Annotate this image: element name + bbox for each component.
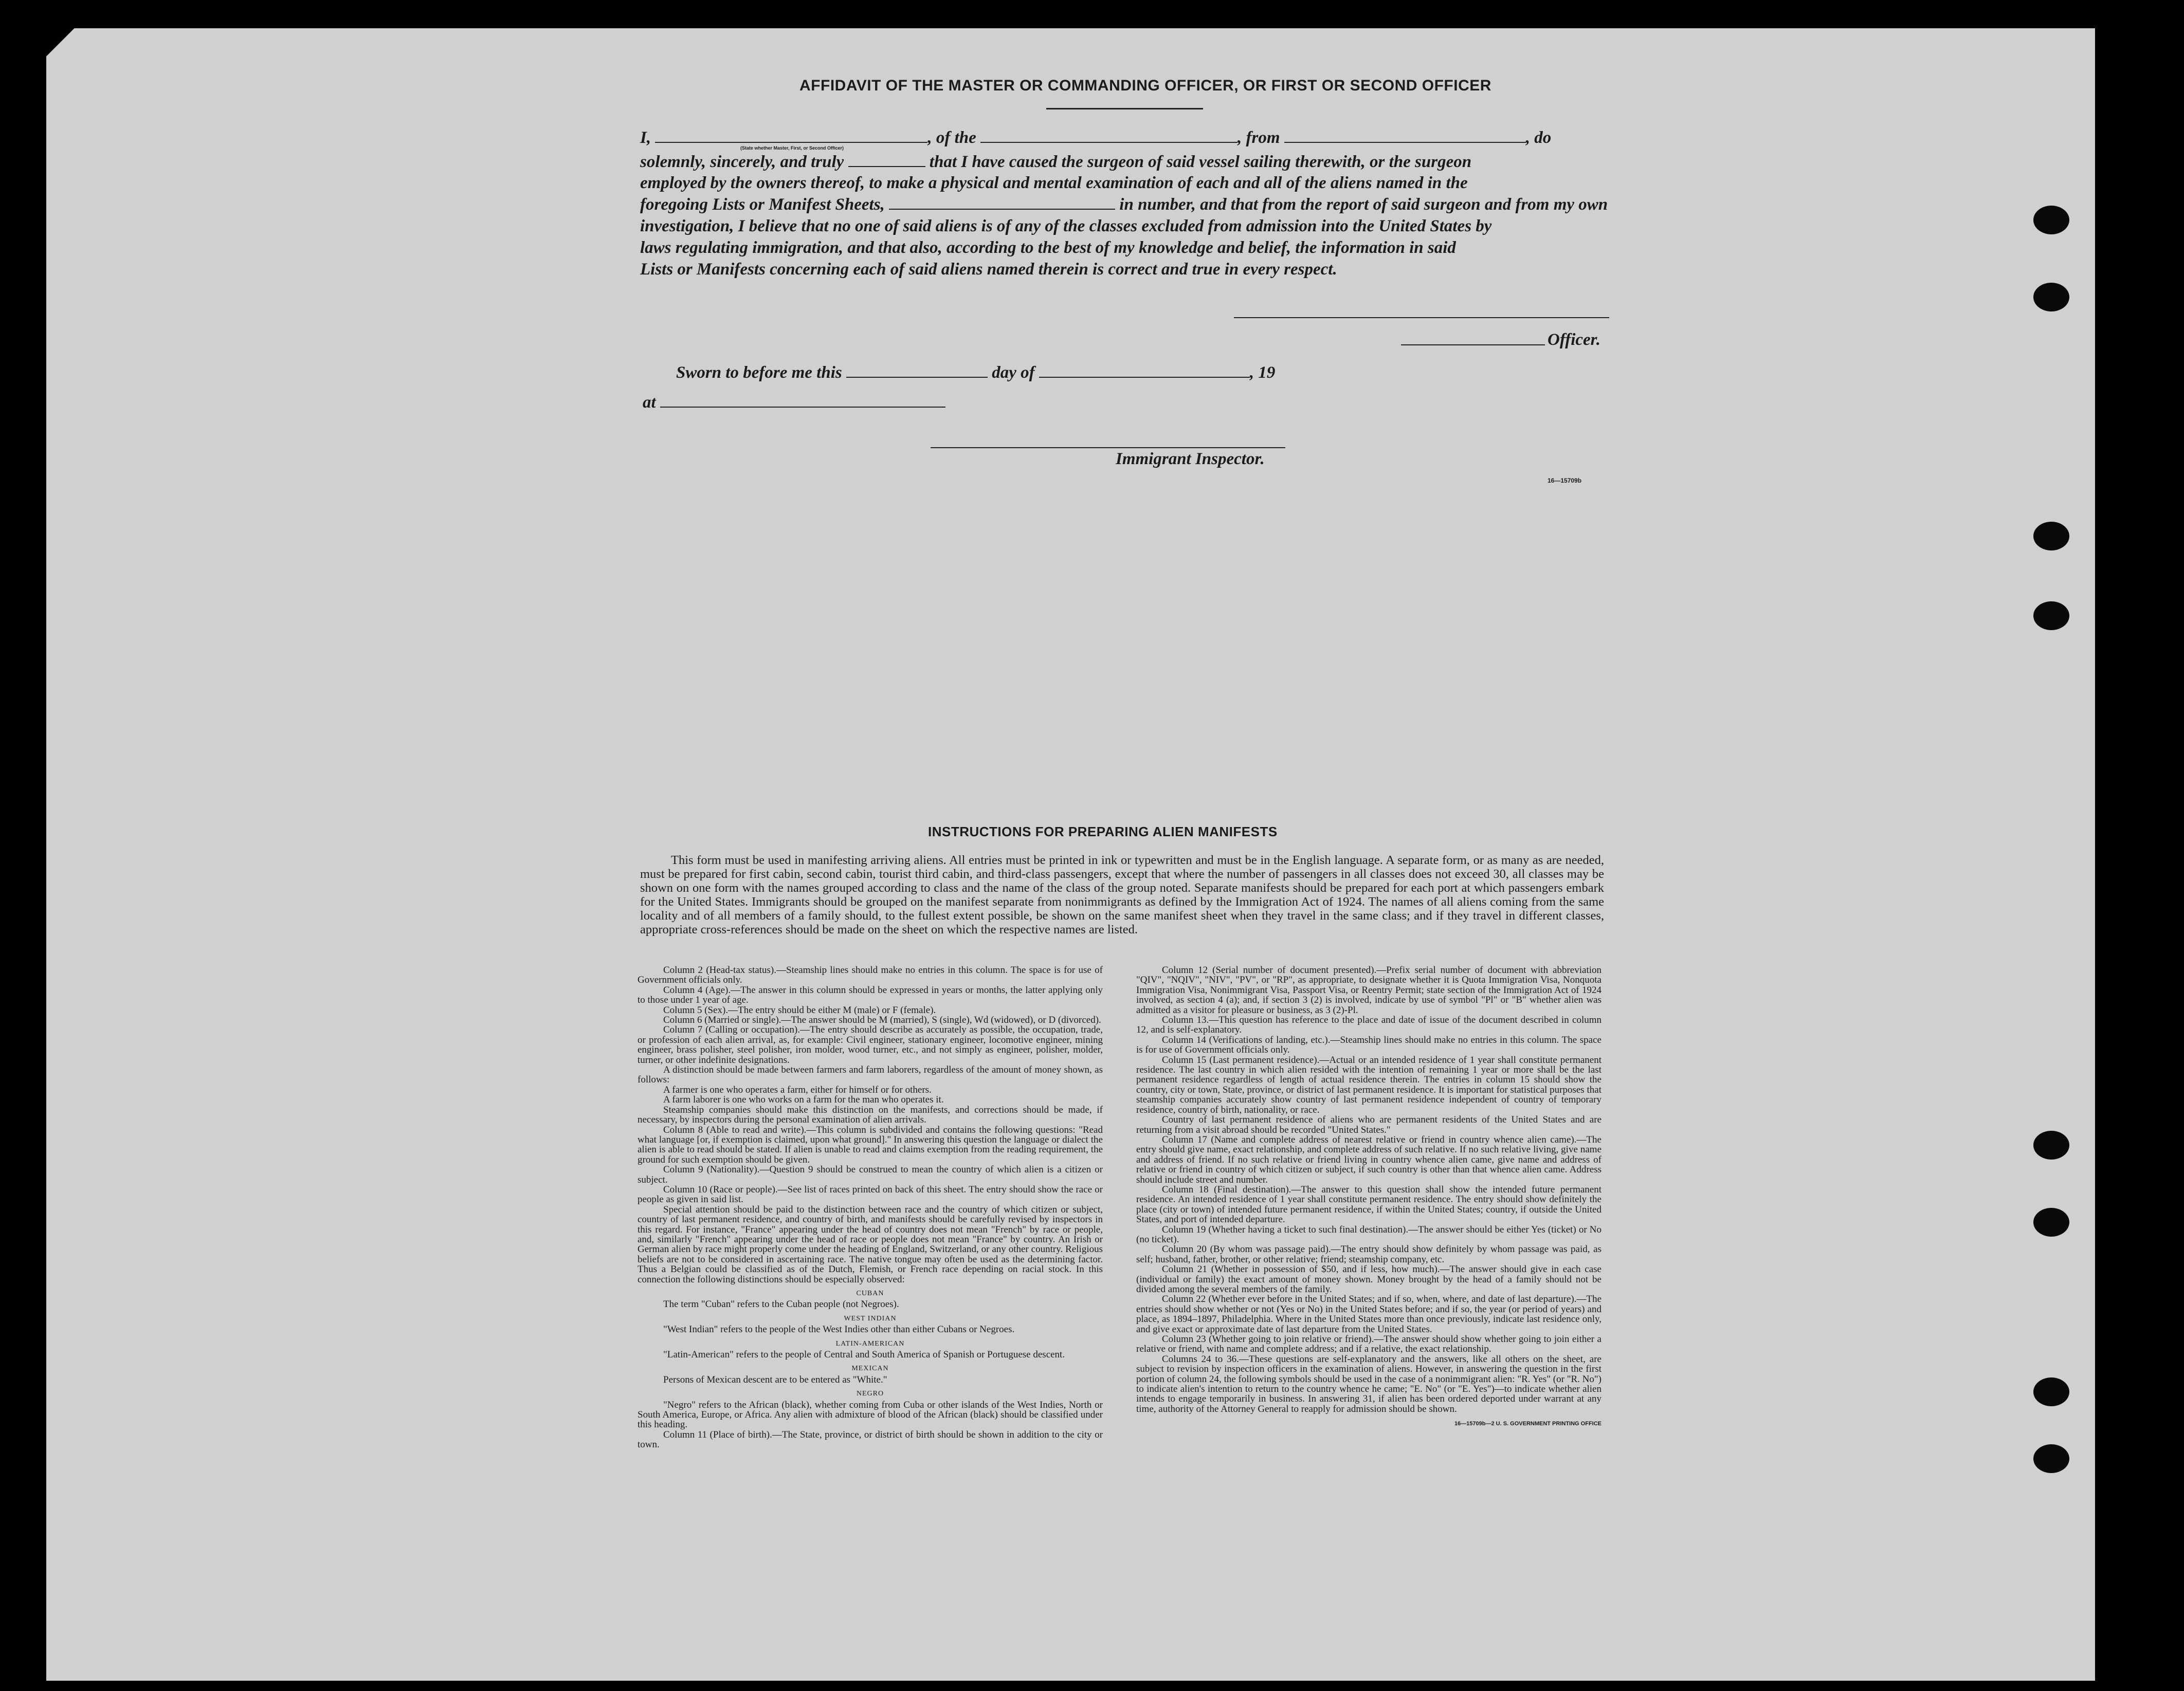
inspector-signature-line[interactable] [931,447,1285,448]
punch-hole-7 [2033,1377,2069,1406]
heading-cuban: CUBAN [856,1290,884,1297]
left-para-12: Special attention should be paid to the distinction between race and the country of which citizen or subject, country of last permanent residence, and country of birth, and manifests should be carefully revised by inspectors in this regard. For instance, "France" appearing under the head of country does not mean "French" by race or people, and, similarly "French" appearing under the head of race or people does not mean "France" by country. An Irish or German alien by race might properly come under the heading of England, Switzerland, or any other country. Religious beliefs are not to be considered in ascertaining race. The native tongue may often be used as the determining factor. Thus a Belgian could be classified as of the Dutch, Flemish, or French race depending on racial stock. In this connection the following distinctions should be especially observed: [638,1204,1103,1285]
day-of-label: day of [992,363,1035,382]
column-11-text: Column 11 (Place of birth).—The State, province, or district of birth should be shown in addition to the city or town. [638,1429,1103,1450]
affidavit-line-3: employed by the owners thereof, to make a physical and mental examination of each and all of the aliens named in the [640,174,1468,192]
left-para-5: A distinction should be made between farmers and farm laborers, regardless of the amount of money shown, as follows: [638,1064,1103,1086]
sworn-label: Sworn to before me this [676,363,842,382]
latin-american-text: "Latin-American" refers to the people of Central and South America of Spanish or Portuguese descent. [663,1349,1065,1361]
left-para-1: Column 4 (Age).—The answer in this column should be expressed in years or months, the latter applying only to those under 1 year of age. [638,984,1103,1006]
left-para-3: Column 6 (Married or single).—The answer should be M (married), S (single), Wd (widowed), or D (divorced). [663,1015,1101,1026]
do-label: , do [1525,128,1552,147]
right-para-0: Column 12 (Serial number of document presented).—Prefix serial number of document with abbreviation "QIV", "NQIV", "NIV", "PV", or "RP", as appropriate, to designate whether it is Quota Immigration Visa, Nonquota Immigration Visa, Nonimmigrant Visa, Passport Visa, or Reentry Permit; state section of the Immigration Act of 1924 involved, as section 4 (a); and, if section 3 (2) is involved, indicate by use of symbol "Pl" or "B" whether alien was admitted as a visitor for pleasure or business, as 3 (2)-Pl. [1136,965,1601,1016]
sworn-day-field[interactable] [846,363,988,378]
heading-latin-american: LATIN-AMERICAN [835,1339,905,1348]
affidavit-line-5: investigation, I believe that no one of said aliens is of any of the classes excluded from admission into the United States by [640,217,1492,235]
at-line [643,393,945,412]
west-indian-text: "West Indian" refers to the people of the West Indies other than either Cubans or Negroes. [663,1324,1015,1335]
left-para-2: Column 5 (Sex).—The entry should be either M (male) or F (female). [663,1004,936,1016]
officer-label: Officer. [1548,330,1600,349]
right-para-1: Column 13.—This question has reference to the place and date of issue of the document described in column 12, and is self-explanatory. [1136,1015,1601,1036]
from-label: , from [1237,128,1280,147]
affidavit-title: AFFIDAVIT OF THE MASTER OR COMMANDING OFFICER, OR FIRST OR SECOND OFFICER [799,77,1491,94]
number-field[interactable] [889,195,1115,210]
line2-start: solemnly, sincerely, and truly [640,153,844,171]
right-para-2: Column 14 (Verifications of landing, etc.).—Steamship lines should make no entries in this column. The space is for use of Government officials only. [1136,1034,1601,1056]
right-para-7: Column 19 (Whether having a ticket to such final destination).—The answer should be either Yes (ticket) or No (no ticket). [1136,1224,1601,1245]
i-label: I, [640,128,651,147]
right-para-10: Column 22 (Whether ever before in the United States; and if so, when, where, and date of last departure).—The entries should show whether or not (Yes or No) in the United States before; and if so, the year (or period of years) and place, as 1894–1897, Philadelphia. Where in the United States more than once previously, indicate last residence only, and give exact or approximate date of last departure from the United States. [1136,1294,1601,1335]
affidavit-line-6: laws regulating immigration, and that also, according to the best of my knowledge and belief, the information in said [640,238,1456,257]
right-para-9: Column 21 (Whether in possession of $50, and if less, how much).—The answer should give in each case (individual or family) the exact amount of money shown. Money brought by the head of a family should not be divided among the several members of the family. [1136,1264,1601,1295]
heading-west-indian: WEST INDIAN [844,1314,897,1322]
right-para-8: Column 20 (By whom was passage paid).—The entry should show definitely by whom passage was paid, as self; husband, father, brother, or other relative; friend; steamship company, etc. [1136,1244,1601,1265]
instructions-intro [640,853,1604,936]
line2-end: that I have caused the surgeon of said vessel sailing therewith, or the surgeon [929,153,1472,171]
punch-hole-6 [2033,1208,2069,1237]
left-para-10: Column 9 (Nationality).—Question 9 should be construed to mean the country of which alien is a citizen or subject. [638,1164,1103,1185]
right-para-6: Column 18 (Final destination).—The answer to this question shall show the intended future permanent residence. An intended residence of 1 year shall constitute permanent residence. The entry should show definitely the place (city or town) of intended future permanent residence, if within the United States; country, if outside the United States, and port of intended departure. [1136,1184,1601,1225]
affidavit-line-4 [640,195,1608,214]
left-para-0: Column 2 (Head-tax status).—Steamship lines should make no entries in this column. The space is for use of Government officials only. [638,965,1103,986]
oath-field[interactable] [848,153,925,167]
port-from-field[interactable] [1284,128,1526,143]
heading-negro: NEGRO [856,1390,884,1398]
affidavit-line-7: Lists or Manifests concerning each of said aliens named therein is correct and true in every respect. [640,260,1337,279]
folded-corner [46,28,77,59]
punch-hole-1 [2033,206,2069,234]
mexican-text: Persons of Mexican descent are to be entered as "White." [663,1374,887,1385]
right-para-4: Country of last permanent residence of aliens who are permanent residents of the United States and are returning from a visit abroad should be recorded "United States." [1136,1114,1601,1135]
right-para-5: Column 17 (Name and complete address of nearest relative or friend in country whence alien came).—The entry should give name, exact relationship, and complete address of such relative. If no such relative living, give name and address of friend. If no such relative or friend living in country whence alien came, give name and address of relative or friend in country of which citizen or subject, if such country is other than that whence alien came. Address should include street and number. [1136,1134,1601,1185]
line4-start: foregoing Lists or Manifest Sheets, [640,195,885,214]
form-number: 16—15709b [1548,477,1582,484]
affidavit-line-1 [640,128,1551,148]
year-label: , 19 [1249,363,1276,382]
title-rule [1046,108,1203,109]
state-note: (State whether Master, First, or Second Officer) [740,145,844,151]
printing-office-footer: 16—15709b—2 U. S. GOVERNMENT PRINTING OFFICE [1454,1421,1601,1427]
right-para-12: Columns 24 to 36.—These questions are self-explanatory and the answers, like all others on the sheet, are subject to revision by inspection officers in the examination of aliens. However, in answering the question in the first portion of column 24, the following symbols should be used in the case of a nonimmigrant alien: "R. Yes" (or "R. No") to indicate alien's intention to return to the country whence he came; "E. No" (or "E. Yes")—to indicate whether alien intends to engage temporarily in business. In answering 31, if alien has been ordered deported under warrant at any time, authority of the Attorney General to reapply for admission should be shown. [1136,1353,1601,1414]
punch-hole-4 [2033,601,2069,630]
line4-end: in number, and that from the report of said surgeon and from my own [1119,195,1608,214]
left-para-9: Column 8 (Able to read and write).—This column is subdivided and contains the following questions: "Read what language [or, if exemption is claimed, upon what ground]." In answering this question the language or dialect the alien is able to read should be stated. If alien is unable to read and claims exemption from the reading requirement, the ground for such exemption should be given. [638,1124,1103,1165]
left-para-6: A farmer is one who operates a farm, either for himself or for others. [663,1084,932,1095]
right-column [1136,965,1601,1429]
of-the-label: , of the [927,128,976,147]
place-field[interactable] [660,393,945,408]
officer-rank-field[interactable] [655,128,927,143]
punch-hole-2 [2033,283,2069,311]
punch-hole-5 [2033,1131,2069,1160]
affidavit-line-2 [640,153,1471,172]
intro-text: This form must be used in manifesting arriving aliens. All entries must be printed in ink or typewritten and must be in the English language. A separate form, or as many as are needed, must be prepared for first cabin, second cabin, tourist third cabin, and third-class passengers, except that where the number of passengers in all classes does not exceed 30, all classes may be shown on one form with the names grouped according to class and the name of the class of the group noted. Separate manifests should be prepared for each port at which passengers embark for the United States. Immigrants should be grouped on the manifest separate from nonimmigrants as defined by the Immigration Act of 1924. The names of all aliens coming from the same locality and of all members of a family should, to the fullest extent possible, be shown on the same manifest sheet when they travel in the same class; and if they travel in different classes, appropriate cross-references should be made on the sheet on which the respective names are listed. [640,853,1604,936]
left-para-11: Column 10 (Race or people).—See list of races printed on back of this sheet. The entry should show the race or people as given in said list. [638,1184,1103,1205]
left-para-7: A farm laborer is one who works on a farm for the man who operates it. [663,1094,944,1106]
punch-hole-3 [2033,522,2069,550]
left-column [638,965,1103,1450]
at-label: at [643,393,656,412]
right-para-11: Column 23 (Whether going to join relative or friend).—The answer should show whether going to join either a relative or friend, with name and complete address; and if a relative, the exact relationship. [1136,1334,1601,1355]
punch-hole-8 [2033,1444,2069,1473]
left-para-8: Steamship companies should make this distinction on the manifests, and corrections should be made, if necessary, by inspectors during the personal examination of alien arrivals. [638,1104,1103,1126]
instructions-title: INSTRUCTIONS FOR PREPARING ALIEN MANIFESTS [928,824,1278,839]
right-para-3: Column 15 (Last permanent residence).—Actual or an intended residence of 1 year shall constitute permanent residence. The last country in which alien resided with the intention of remaining 1 year or more shall be the last permanent residence regardless of length of actual residence therein. The entries in column 15 should show the country, city or town, State, province, or district of last permanent residence. It is important for statistical purposes that steamship companies accurately show country of last permanent residence independent of country of temporary residence, country of birth, nationality, or race. [1136,1054,1601,1115]
inspector-label: Immigrant Inspector. [1116,450,1265,468]
left-para-4: Column 7 (Calling or occupation).—The entry should describe as accurately as possible, the occupation, trade, or profession of each alien arrival, as, for example: Civil engineer, stationary engineer, locomotive engineer, mining engineer, brass polisher, steel polisher, iron molder, wood turner, etc., and not simply as engineer, polisher, molder, turner, or other indefinite designations. [638,1024,1103,1065]
officer-line[interactable] [1401,344,1545,345]
negro-text: "Negro" refers to the African (black), whether coming from Cuba or other islands of the West Indies, North or South America, Europe, or Africa. Any alien with admixture of blood of the African (black) should be classified under this heading. [638,1399,1103,1430]
sworn-month-field[interactable] [1039,363,1250,378]
cuban-text: The term "Cuban" refers to the Cuban people (not Negroes). [663,1299,899,1310]
signature-line[interactable] [1234,317,1609,318]
heading-mexican: MEXICAN [851,1365,889,1373]
sworn-line [676,363,1275,382]
vessel-name-field[interactable] [980,128,1237,143]
